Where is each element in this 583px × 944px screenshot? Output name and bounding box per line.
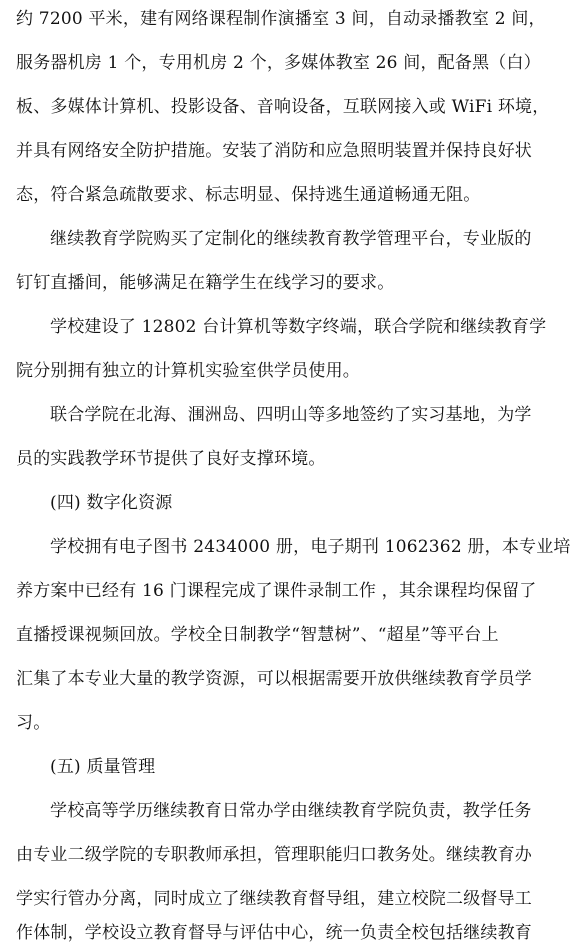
paragraph-line: 习。	[16, 713, 51, 733]
section-heading: (四) 数字化资源	[50, 493, 173, 513]
section-heading: (五) 质量管理	[50, 757, 156, 777]
paragraph-line: 学校拥有电子图书 2434000 册，电子期刊 1062362 册，本专业培	[50, 537, 571, 557]
paragraph-line: 约 7200 平米，建有网络课程制作演播室 3 间，自动录播教室 2 间，	[16, 9, 546, 29]
paragraph-line: 服务器机房 1 个，专用机房 2 个，多媒体教室 26 间，配备黑（白）	[16, 53, 541, 73]
paragraph-line: 由专业二级学院的专职教师承担，管理职能归口教务处。继续教育办	[16, 845, 532, 865]
paragraph-line: 学实行管办分离，同时成立了继续教育督导组，建立校院二级督导工	[16, 889, 532, 909]
paragraph-line: 院分别拥有独立的计算机实验室供学员使用。	[16, 361, 360, 381]
paragraph-line: 并具有网络安全防护措施。安装了消防和应急照明装置并保持良好状	[16, 141, 532, 161]
paragraph-line: 汇集了本专业大量的教学资源，可以根据需要开放供继续教育学员学	[16, 669, 532, 689]
paragraph-line: 员的实践教学环节提供了良好支撑环境。	[16, 449, 326, 469]
paragraph-line: 直播授课视频回放。学校全日制教学“智慧树”、“超星”等平台上	[16, 625, 499, 645]
paragraph-line: 养方案中已经有 16 门课程完成了课件录制工作 ，其余课程均保留了	[16, 581, 537, 601]
paragraph-line: 板、多媒体计算机、投影设备、音响设备，互联网接入或 WiFi 环境，	[16, 97, 550, 117]
paragraph-line: 态，符合紧急疏散要求、标志明显、保持逃生通道畅通无阻。	[16, 185, 481, 205]
paragraph-line: 钉钉直播间，能够满足在籍学生在线学习的要求。	[16, 273, 395, 293]
paragraph-line: 作体制，学校设立教育督导与评估中心，统一负责全校包括继续教育	[16, 923, 532, 943]
paragraph-line: 学校建设了 12802 台计算机等数字终端，联合学院和继续教育学	[50, 317, 547, 337]
paragraph-line: 继续教育学院购买了定制化的继续教育教学管理平台，专业版的	[50, 229, 532, 249]
paragraph-line: 学校高等学历继续教育日常办学由继续教育学院负责，教学任务	[50, 801, 532, 821]
paragraph-line: 联合学院在北海、涠洲岛、四明山等多地签约了实习基地，为学	[50, 405, 532, 425]
